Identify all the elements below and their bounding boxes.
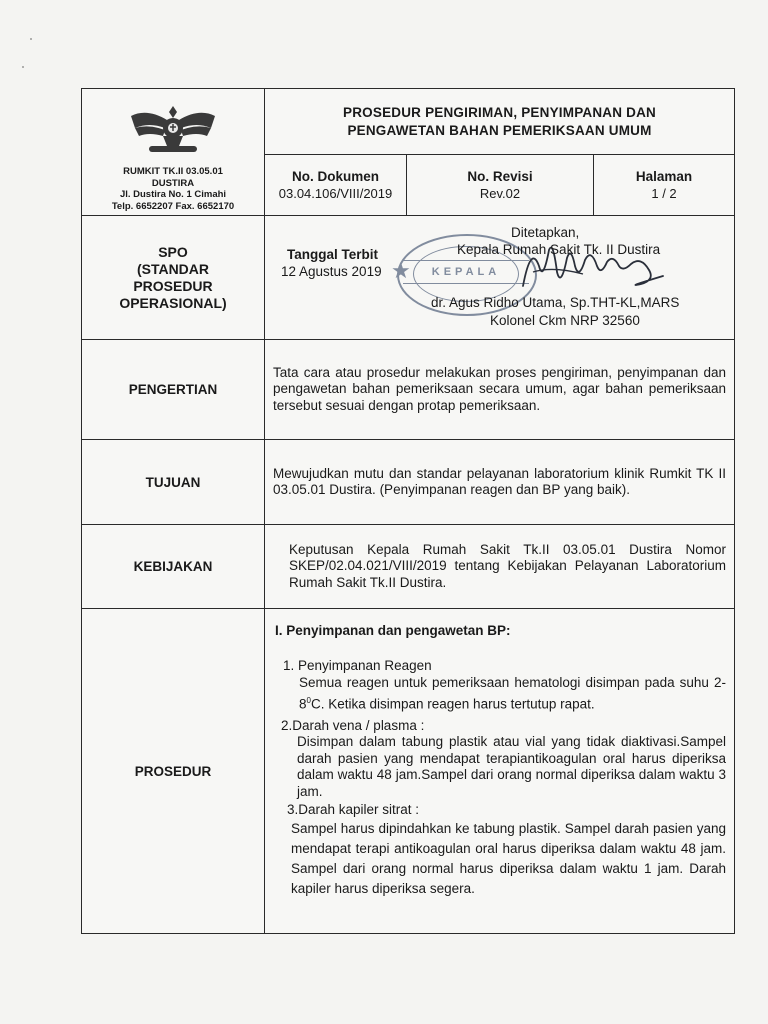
pengertian-content-cell bbox=[265, 340, 735, 440]
page-number-cell bbox=[594, 155, 735, 216]
prosedur-content-cell bbox=[265, 609, 735, 934]
stamp-text: KEPALA bbox=[403, 260, 529, 284]
document-title-line-1: PROSEDUR PENGIRIMAN, PENYIMPANAN DAN bbox=[343, 104, 656, 120]
spo-label-line-3: PROSEDUR bbox=[133, 277, 213, 294]
doc-number-label: No. Dokumen bbox=[291, 169, 379, 184]
tujuan-content-cell bbox=[265, 440, 735, 525]
list-item-heading: 1. Penyimpanan Reagen bbox=[283, 657, 432, 673]
page-value: 1 / 2 bbox=[651, 186, 677, 201]
kebijakan-text: Keputusan Kepala Rumah Sakit Tk.II 03.05.01 Dustira Nomor SKEP/02.04.021/VIII/2019 tentang Kebijakan Pelayanan Laboratorium Rumah Sakit Tk.II Dustira. bbox=[289, 541, 727, 590]
hospital-unit: DUSTIRA bbox=[151, 177, 195, 189]
ditetapkan-label: Ditetapkan, bbox=[511, 224, 580, 240]
list-item-heading: 2.Darah vena / plasma : bbox=[281, 717, 425, 733]
spo-label-line-2: (STANDAR bbox=[136, 260, 210, 277]
kebijakan-content-cell bbox=[265, 525, 735, 609]
tujuan-text: Mewujudkan mutu dan standar pelayanan laboratorium klinik Rumkit TK II 03.05.01 Dustira. (Penyimpanan reagen dan BP yang baik). bbox=[273, 465, 727, 497]
spo-label-cell bbox=[82, 216, 265, 340]
tujuan-label: TUJUAN bbox=[82, 440, 265, 525]
page-label: Halaman bbox=[635, 169, 693, 184]
list-item-text: Semua reagen untuk pemeriksaan hematologi disimpan pada suhu $2-8^0C$. Ketika disimpan reagen harus tertutup rapat. bbox=[299, 675, 727, 712]
signer-rank: Kolonel Ckm NRP 32560 bbox=[490, 312, 640, 328]
document-title-line-2: PENGAWETAN BAHAN PEMERIKSAAN UMUM bbox=[347, 122, 652, 138]
document-title-cell bbox=[265, 89, 735, 155]
doc-number-value: 03.04.106/VIII/2019 bbox=[278, 186, 393, 201]
hospital-header-cell bbox=[82, 89, 265, 216]
list-item-text: Sampel harus dipindahkan ke tabung plastik. Sampel darah pasien yang mendapat terapi antikoagulan oral harus diperiksa dalam waktu 48 jam. Sampel dari orang normal harus diperiksa dalam waktu 1 jam. Darah kapiler harus diperiksa segera. bbox=[291, 820, 727, 896]
issue-date-value: 12 Agustus 2019 bbox=[281, 263, 382, 279]
stamp-star-icon: ★ bbox=[391, 257, 411, 283]
prosedur-list bbox=[275, 658, 726, 899]
hospital-address: Jl. Dustira No. 1 Cimahi bbox=[119, 189, 227, 200]
kebijakan-label: KEBIJAKAN bbox=[82, 525, 265, 609]
issue-signature-cell bbox=[265, 216, 735, 340]
spo-label-line-1: SPO bbox=[158, 243, 188, 260]
revision-value: Rev.02 bbox=[479, 186, 521, 201]
spo-label-line-4: OPERASIONAL) bbox=[119, 294, 227, 311]
prosedur-label: PROSEDUR bbox=[82, 609, 265, 934]
spo-document-table bbox=[81, 88, 735, 934]
revision-cell bbox=[407, 155, 594, 216]
pengertian-text: Tata cara atau prosedur melakukan proses pengiriman, penyimpanan dan pengawetan bahan pemeriksaan secara umum, agar bahan pemeriksaan tersebut sesuai dengan protap pemeriksaan. bbox=[273, 364, 727, 413]
list-item-heading: 3.Darah kapiler sitrat : bbox=[287, 802, 420, 817]
list-item bbox=[275, 718, 726, 801]
list-item bbox=[275, 658, 726, 714]
doc-number-cell bbox=[265, 155, 407, 216]
list-item-text: Disimpan dalam tabung plastik atau vial yang tidak diaktivasi.Sampel darah pasien yang mendapat terapiantikoagulan oral harus diperiksa dalam waktu 48 jam.Sampel dari orang normal diperiksa dalam waktu 3 jam. bbox=[297, 734, 727, 799]
signer-position: Kepala Rumah Sakit Tk. II Dustira bbox=[457, 241, 661, 257]
issue-date-label: Tanggal Terbit bbox=[287, 246, 378, 262]
signer-name: dr. Agus Ridho Utama, Sp.THT-KL,MARS bbox=[431, 294, 680, 310]
hospital-name: RUMKIT TK.II 03.05.01 bbox=[123, 166, 223, 177]
hospital-emblem-logo bbox=[127, 98, 219, 160]
prosedur-section-title: I. Penyimpanan dan pengawetan BP: bbox=[275, 623, 511, 638]
list-item bbox=[275, 802, 726, 899]
hospital-phone: Telp. 6652207 Fax. 6652170 bbox=[111, 200, 235, 212]
revision-label: No. Revisi bbox=[467, 169, 533, 184]
pengertian-label: PENGERTIAN bbox=[82, 340, 265, 440]
